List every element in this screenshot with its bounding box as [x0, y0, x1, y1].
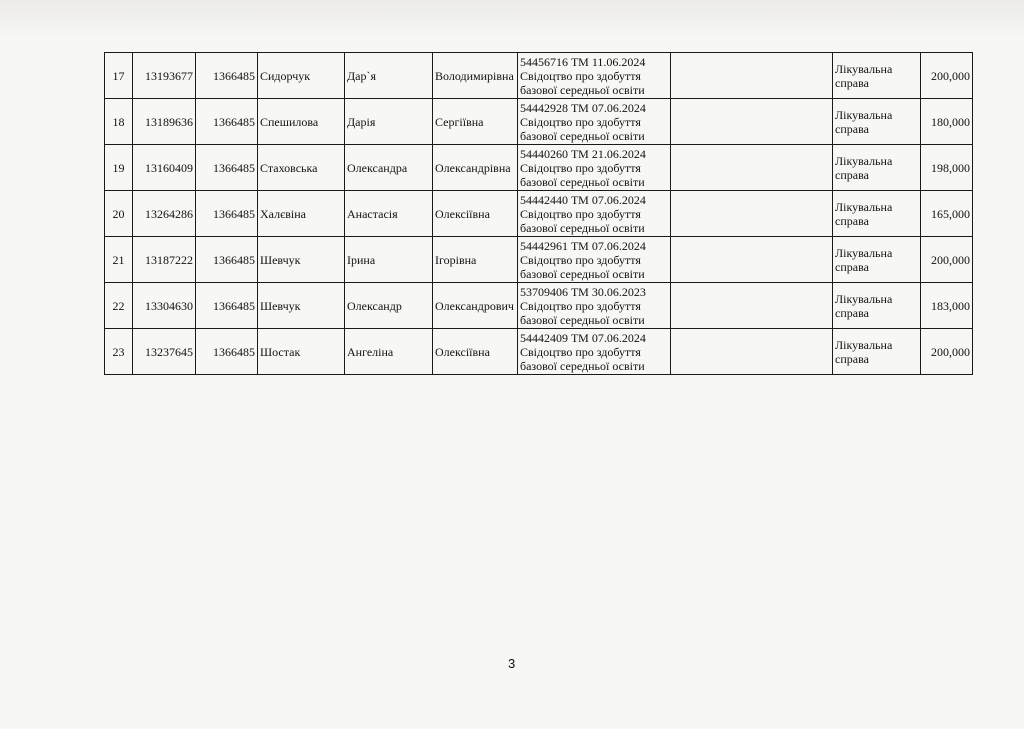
document-cell: [518, 53, 671, 99]
score-cell: 200,000: [921, 53, 973, 99]
first-name-cell: Дарія: [345, 99, 433, 145]
specialty-line1: Лікувальна: [835, 107, 893, 122]
score-cell: 200,000: [921, 237, 973, 283]
document-type-line2: базової середньої освіти: [520, 358, 645, 373]
table-row: [105, 99, 973, 145]
empty-cell: [671, 191, 833, 237]
document-type-line1: Свідоцтво про здобуття: [520, 298, 641, 313]
specialty-cell: [833, 237, 921, 283]
document-type-line1: Свідоцтво про здобуття: [520, 160, 641, 175]
patronymic-cell: Олексіївна: [433, 329, 518, 375]
empty-cell: [671, 145, 833, 191]
empty-cell: [671, 329, 833, 375]
surname-cell: Шостак: [258, 329, 345, 375]
document-cell: [518, 283, 671, 329]
surname-cell: Сидорчук: [258, 53, 345, 99]
specialty-cell: [833, 329, 921, 375]
document-type-line1: Свідоцтво про здобуття: [520, 114, 641, 129]
row-number-cell: 23: [105, 329, 133, 375]
document-type-line2: базової середньої освіти: [520, 128, 645, 143]
table-row: [105, 191, 973, 237]
applicant-id-cell: 13193677: [133, 53, 196, 99]
document-number: 54442440 ТМ 07.06.2024: [520, 192, 646, 207]
surname-cell: Спешилова: [258, 99, 345, 145]
row-number-cell: 20: [105, 191, 133, 237]
score-cell: 183,000: [921, 283, 973, 329]
document-type-line1: Свідоцтво про здобуття: [520, 344, 641, 359]
program-code-cell: 1366485: [196, 237, 258, 283]
program-code-cell: 1366485: [196, 329, 258, 375]
specialty-line2: справа: [835, 305, 869, 320]
document-type-line1: Свідоцтво про здобуття: [520, 206, 641, 221]
first-name-cell: Дар`я: [345, 53, 433, 99]
document-number: 54456716 ТМ 11.06.2024: [520, 54, 646, 69]
specialty-line2: справа: [835, 351, 869, 366]
specialty-line1: Лікувальна: [835, 61, 893, 76]
table-row: [105, 329, 973, 375]
document-type-line2: базової середньої освіти: [520, 220, 645, 235]
document-type-line2: базової середньої освіти: [520, 174, 645, 189]
specialty-line2: справа: [835, 75, 869, 90]
empty-cell: [671, 283, 833, 329]
document-cell: [518, 145, 671, 191]
document-number: 54442961 ТМ 07.06.2024: [520, 238, 646, 253]
applicants-table: [104, 52, 973, 375]
table-row: [105, 53, 973, 99]
empty-cell: [671, 99, 833, 145]
specialty-cell: [833, 99, 921, 145]
table-body: [105, 53, 973, 375]
specialty-cell: [833, 53, 921, 99]
specialty-cell: [833, 283, 921, 329]
row-number-cell: 22: [105, 283, 133, 329]
specialty-line2: справа: [835, 121, 869, 136]
first-name-cell: Олександра: [345, 145, 433, 191]
document-type-line1: Свідоцтво про здобуття: [520, 68, 641, 83]
program-code-cell: 1366485: [196, 99, 258, 145]
program-code-cell: 1366485: [196, 283, 258, 329]
document-number: 54442409 ТМ 07.06.2024: [520, 330, 646, 345]
specialty-line1: Лікувальна: [835, 153, 893, 168]
document-type-line2: базової середньої освіти: [520, 82, 645, 97]
specialty-cell: [833, 191, 921, 237]
table-row: [105, 283, 973, 329]
score-cell: 180,000: [921, 99, 973, 145]
program-code-cell: 1366485: [196, 145, 258, 191]
specialty-cell: [833, 145, 921, 191]
specialty-line2: справа: [835, 213, 869, 228]
page-number: 3: [508, 656, 516, 671]
program-code-cell: 1366485: [196, 53, 258, 99]
surname-cell: Стаховська: [258, 145, 345, 191]
applicant-id-cell: 13304630: [133, 283, 196, 329]
specialty-line1: Лікувальна: [835, 245, 893, 260]
empty-cell: [671, 237, 833, 283]
table-row: [105, 145, 973, 191]
patronymic-cell: Володимирівна: [433, 53, 518, 99]
applicant-id-cell: 13189636: [133, 99, 196, 145]
score-cell: 200,000: [921, 329, 973, 375]
document-cell: [518, 99, 671, 145]
patronymic-cell: Сергіївна: [433, 99, 518, 145]
applicant-id-cell: 13264286: [133, 191, 196, 237]
surname-cell: Шевчук: [258, 283, 345, 329]
document-cell: [518, 329, 671, 375]
applicant-id-cell: 13160409: [133, 145, 196, 191]
row-number-cell: 17: [105, 53, 133, 99]
document-cell: [518, 191, 671, 237]
applicant-id-cell: 13237645: [133, 329, 196, 375]
empty-cell: [671, 53, 833, 99]
specialty-line1: Лікувальна: [835, 291, 893, 306]
scan-shadow: [0, 0, 1024, 40]
specialty-line2: справа: [835, 259, 869, 274]
score-cell: 165,000: [921, 191, 973, 237]
patronymic-cell: Олександрівна: [433, 145, 518, 191]
document-type-line2: базової середньої освіти: [520, 266, 645, 281]
first-name-cell: Анастасія: [345, 191, 433, 237]
score-cell: 198,000: [921, 145, 973, 191]
row-number-cell: 19: [105, 145, 133, 191]
patronymic-cell: Ігорівна: [433, 237, 518, 283]
document-cell: [518, 237, 671, 283]
applicant-id-cell: 13187222: [133, 237, 196, 283]
row-number-cell: 18: [105, 99, 133, 145]
first-name-cell: Олександр: [345, 283, 433, 329]
specialty-line2: справа: [835, 167, 869, 182]
surname-cell: Халєвіна: [258, 191, 345, 237]
table-row: [105, 237, 973, 283]
surname-cell: Шевчук: [258, 237, 345, 283]
patronymic-cell: Олексіївна: [433, 191, 518, 237]
document-type-line1: Свідоцтво про здобуття: [520, 252, 641, 267]
document-type-line2: базової середньої освіти: [520, 312, 645, 327]
first-name-cell: Ангеліна: [345, 329, 433, 375]
document-number: 54440260 ТМ 21.06.2024: [520, 146, 646, 161]
document-number: 53709406 ТМ 30.06.2023: [520, 284, 646, 299]
program-code-cell: 1366485: [196, 191, 258, 237]
specialty-line1: Лікувальна: [835, 199, 893, 214]
document-number: 54442928 ТМ 07.06.2024: [520, 100, 646, 115]
row-number-cell: 21: [105, 237, 133, 283]
specialty-line1: Лікувальна: [835, 337, 893, 352]
patronymic-cell: Олександрович: [433, 283, 518, 329]
first-name-cell: Ірина: [345, 237, 433, 283]
